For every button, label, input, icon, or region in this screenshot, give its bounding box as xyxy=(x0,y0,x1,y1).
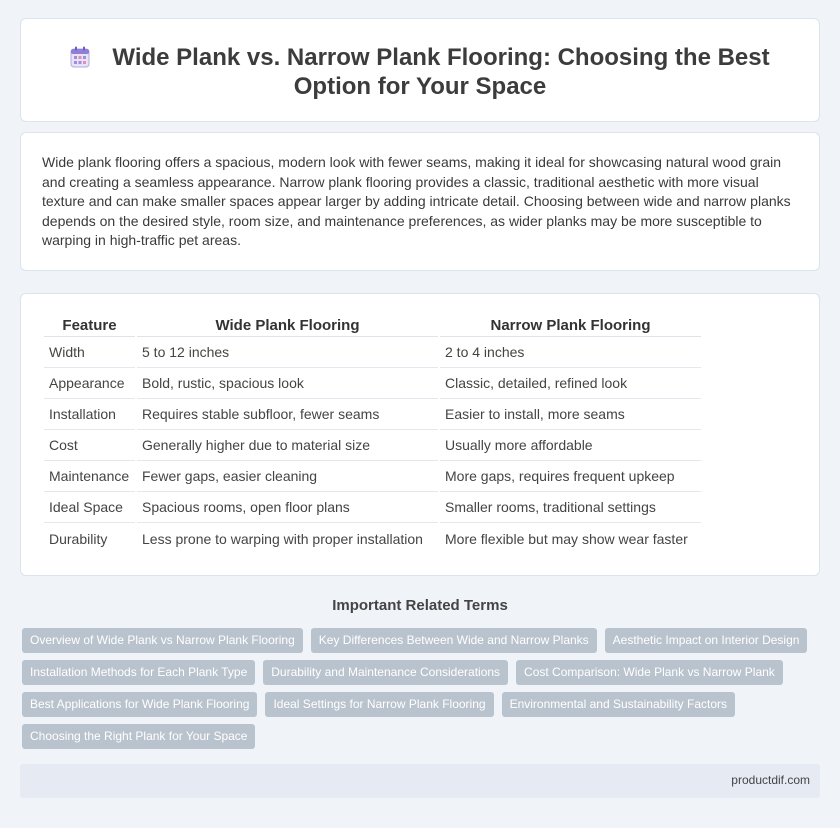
table-header-row xyxy=(44,313,701,337)
table-cell: Fewer gaps, easier cleaning xyxy=(137,461,438,492)
table-cell: Less prone to warping with proper installation xyxy=(142,530,423,547)
table-cell: Easier to install, more seams xyxy=(440,399,701,430)
table-row xyxy=(44,523,701,554)
comparison-card xyxy=(20,293,820,576)
table-row xyxy=(44,368,701,399)
related-term-tag[interactable]: Choosing the Right Plank for Your Space xyxy=(22,724,255,749)
table-cell: Durability xyxy=(49,530,108,547)
intro-paragraph: Wide plank flooring offers a spacious, modern look with fewer seams, making it ideal for showcasing natural wood grain and creating a seamless appearance. Narrow plank flooring provides a classic, traditional aesthetic with more visual texture and can make smaller spaces appear larger by adding intricate detail. Choosing between wide and narrow planks depends on the desired style, room size, and maintenance preferences, as wider planks may be more susceptible to warping in high-traffic pet areas. xyxy=(42,154,791,249)
column-header-feature: Feature xyxy=(44,313,135,337)
table-cell: 2 to 4 inches xyxy=(440,337,701,368)
table-cell: Width xyxy=(44,337,135,368)
intro-card xyxy=(20,132,820,271)
table-cell: Classic, detailed, refined look xyxy=(440,368,701,399)
table-cell: Generally higher due to material size xyxy=(137,430,438,461)
related-term-tag[interactable]: Key Differences Between Wide and Narrow Planks xyxy=(311,628,597,653)
table-cell: 5 to 12 inches xyxy=(137,337,438,368)
page-title-text: Wide Plank vs. Narrow Plank Flooring: Choosing the Best Option for Your Space xyxy=(112,44,770,100)
table-row xyxy=(44,461,701,492)
table-cell: Appearance xyxy=(44,368,135,399)
table-cell: Ideal Space xyxy=(44,492,135,523)
table-row xyxy=(44,399,701,430)
footer xyxy=(20,764,820,798)
column-header-narrow-plank: Narrow Plank Flooring xyxy=(440,313,701,337)
table-cell: More flexible but may show wear faster xyxy=(445,530,688,547)
comparison-table xyxy=(42,313,703,554)
table-cell: Bold, rustic, spacious look xyxy=(137,368,438,399)
table-cell: Requires stable subfloor, fewer seams xyxy=(137,399,438,430)
related-term-tag[interactable]: Ideal Settings for Narrow Plank Flooring xyxy=(265,692,493,717)
related-term-tag[interactable]: Installation Methods for Each Plank Type xyxy=(22,660,255,685)
table-row xyxy=(44,430,701,461)
table-cell: Maintenance xyxy=(44,461,135,492)
table-cell: Usually more affordable xyxy=(440,430,701,461)
column-header-wide-plank: Wide Plank Flooring xyxy=(137,313,438,337)
table-row xyxy=(44,492,701,523)
table-cell: Spacious rooms, open floor plans xyxy=(137,492,438,523)
table-cell: Smaller rooms, traditional settings xyxy=(440,492,701,523)
page-title xyxy=(21,43,819,101)
table-cell: More gaps, requires frequent upkeep xyxy=(440,461,701,492)
table-cell: Cost xyxy=(44,430,135,461)
related-term-tag[interactable]: Environmental and Sustainability Factors xyxy=(502,692,735,717)
related-terms-heading: Important Related Terms xyxy=(332,597,508,614)
footer-site-link[interactable]: productdif.com xyxy=(731,773,810,787)
related-term-tag[interactable]: Best Applications for Wide Plank Flooring xyxy=(22,692,257,717)
related-term-tag[interactable]: Cost Comparison: Wide Plank vs Narrow Plank xyxy=(516,660,783,685)
calendar-grid-icon xyxy=(70,46,90,68)
related-terms-list xyxy=(22,628,822,756)
related-term-tag[interactable]: Durability and Maintenance Considerations xyxy=(263,660,508,685)
table-row xyxy=(44,337,701,368)
related-term-tag[interactable]: Aesthetic Impact on Interior Design xyxy=(605,628,808,653)
table-cell: Installation xyxy=(44,399,135,430)
related-term-tag[interactable]: Overview of Wide Plank vs Narrow Plank Flooring xyxy=(22,628,303,653)
header-card xyxy=(20,18,820,122)
